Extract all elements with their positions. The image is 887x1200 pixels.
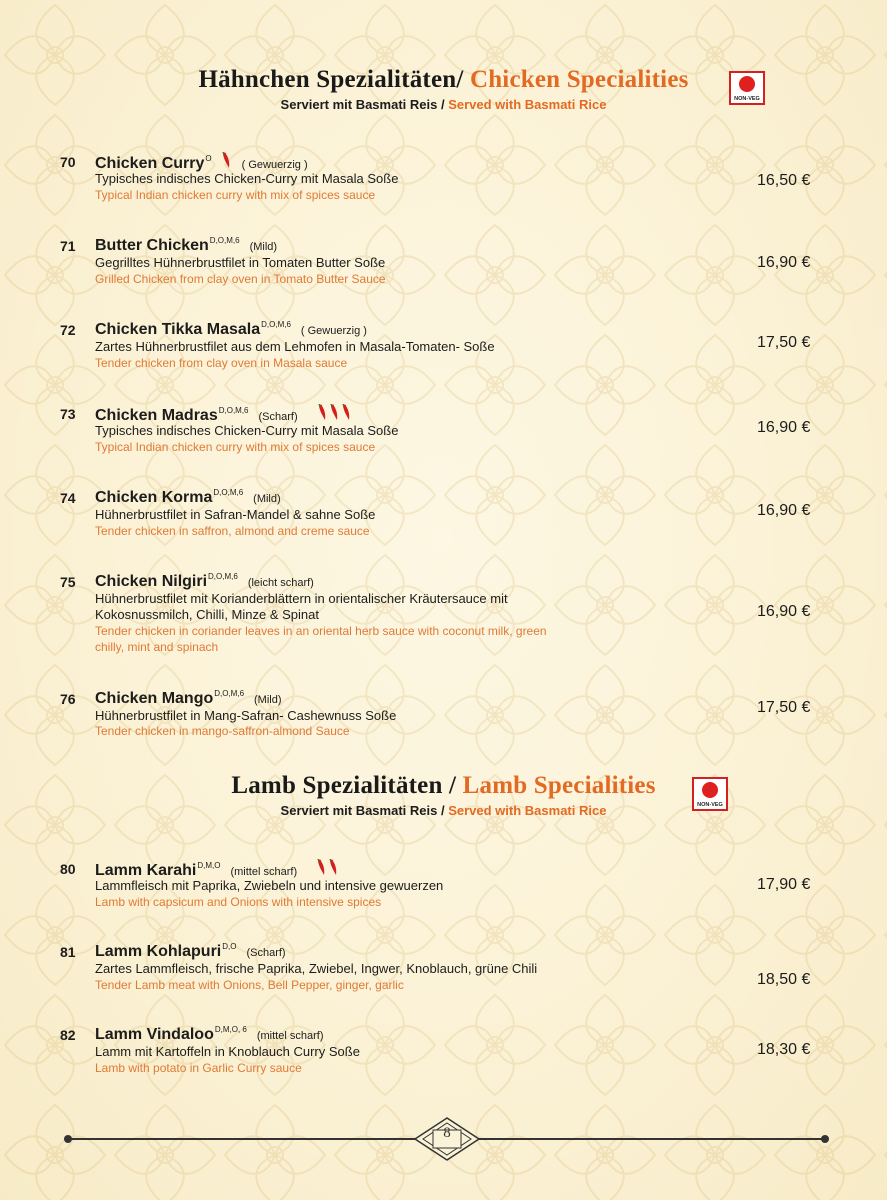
- item-name-row: [95, 859, 339, 880]
- spice-level: (Mild): [249, 241, 278, 253]
- item-description-en: Typical Indian chicken curry with mix of spices sauce: [95, 440, 376, 454]
- item-name-row: [95, 404, 352, 425]
- item-description-de: Gegrilltes Hühnerbrustfilet in Tomaten Butter Soße: [95, 255, 386, 270]
- item-name-row: [95, 320, 367, 339]
- item-name-row: [95, 1025, 323, 1044]
- item-number: 74: [60, 490, 76, 506]
- item-name-row: [95, 689, 282, 708]
- item-description-de: Typisches indisches Chicken-Curry mit Masala Soße: [95, 423, 399, 438]
- chili-icon: [340, 407, 352, 424]
- chili-icon: [220, 155, 232, 172]
- chili-icon: [315, 862, 327, 879]
- item-description-de: Hühnerbrustfilet in Safran-Mandel & sahne Soße: [95, 507, 376, 522]
- item-description-en: Lamb with capsicum and Onions with intensive spices: [95, 895, 382, 909]
- item-description-en: Lamb with potato in Garlic Curry sauce: [95, 1061, 302, 1075]
- item-description-de: Hühnerbrustfilet mit Korianderblättern in orientalischer Kräutersauce mit Kokosnussmilch, Chilli, Minze & Spinat: [95, 591, 508, 622]
- item-description-en: Tender chicken in saffron, almond and creme sauce: [95, 524, 370, 538]
- chili-icons: [220, 155, 232, 172]
- non-veg-badge: NON-VEG: [692, 777, 728, 811]
- section-subtitle: Serviert mit Basmati Reis / Served with Basmati Rice: [280, 803, 607, 818]
- allergen-codes: D,O,M,6: [213, 488, 244, 497]
- spice-level: ( Gewuerzig ): [300, 325, 367, 337]
- item-price: 18,30 €: [757, 1041, 811, 1058]
- item-name: Lamm Kohlapuri: [95, 943, 222, 960]
- footer-dot-left: [64, 1135, 72, 1143]
- non-veg-dot-icon: [739, 76, 755, 92]
- item-price: 17,50 €: [757, 334, 811, 351]
- item-description-en: Typical Indian chicken curry with mix of spices sauce: [95, 188, 376, 202]
- section-title: Lamb Spezialitäten / Lamb Specialities: [231, 772, 656, 799]
- item-name-row: [95, 942, 286, 961]
- chili-icon: [327, 862, 339, 879]
- item-price: 18,50 €: [757, 971, 811, 988]
- item-price: 17,50 €: [757, 699, 811, 716]
- section-subtitle: Serviert mit Basmati Reis / Served with Basmati Rice: [280, 97, 607, 112]
- non-veg-dot-icon: [702, 782, 718, 798]
- item-number: 81: [60, 944, 76, 960]
- item-price: 16,90 €: [757, 254, 811, 271]
- item-number: 75: [60, 574, 76, 590]
- item-description-en: Tender chicken in mango-saffron-almond Sauce: [95, 724, 350, 738]
- section-title: Hähnchen Spezialitäten/ Chicken Specialities: [198, 66, 689, 93]
- item-description-en: Tender Lamb meat with Onions, Bell Pepper, ginger, garlic: [95, 978, 404, 992]
- item-description-de: Lamm mit Kartoffeln in Knoblauch Curry Soße: [95, 1044, 360, 1059]
- item-name-row: [95, 236, 277, 255]
- item-name: Chicken Madras: [95, 407, 218, 424]
- item-name: Lamm Karahi: [95, 862, 197, 879]
- item-name-row: [95, 152, 308, 173]
- spice-level: (mittel scharf): [230, 866, 298, 878]
- item-number: 80: [60, 861, 76, 877]
- item-number: 70: [60, 154, 76, 170]
- item-name: Chicken Curry: [95, 155, 205, 172]
- item-name-row: [95, 572, 314, 591]
- spice-level: ( Gewuerzig ): [241, 159, 308, 171]
- allergen-codes: D,O,M,6: [208, 572, 238, 581]
- footer-dot-right: [821, 1135, 829, 1143]
- item-description-de: Hühnerbrustfilet in Mang-Safran- Cashewnuss Soße: [95, 708, 397, 723]
- item-name: Lamm Vindaloo: [95, 1026, 214, 1043]
- item-description-en: Grilled Chicken from clay oven in Tomato Butter Sauce: [95, 272, 386, 286]
- item-price: 16,50 €: [757, 172, 811, 189]
- non-veg-badge: NON-VEG: [729, 71, 765, 105]
- allergen-codes: O: [205, 154, 212, 163]
- item-description-en: Tender chicken in coriander leaves in an oriental herb sauce with coconut milk, green chilly, mint and spinach: [95, 624, 547, 654]
- item-price: 16,90 €: [757, 502, 811, 519]
- item-number: 73: [60, 406, 76, 422]
- chili-icon: [316, 407, 328, 424]
- spice-level: (mittel scharf): [256, 1030, 324, 1042]
- item-number: 82: [60, 1027, 76, 1043]
- item-name: Chicken Mango: [95, 690, 214, 707]
- item-name-row: [95, 488, 281, 507]
- allergen-codes: D,O,M,6: [214, 689, 245, 698]
- spice-level: (leicht scharf): [247, 577, 314, 589]
- allergen-codes: D,O,M,6: [209, 236, 240, 245]
- item-price: 17,90 €: [757, 876, 811, 893]
- allergen-codes: D,O,M,6: [261, 320, 291, 329]
- allergen-codes: D,M,O, 6: [214, 1025, 247, 1034]
- item-name: Chicken Nilgiri: [95, 573, 208, 590]
- page-number: 8: [443, 1125, 451, 1141]
- item-description-de: Typisches indisches Chicken-Curry mit Masala Soße: [95, 171, 399, 186]
- chili-icons: [315, 862, 339, 879]
- item-name: Chicken Korma: [95, 489, 213, 506]
- item-description-de: Lammfleisch mit Paprika, Zwiebeln und intensive gewuerzen: [95, 878, 444, 893]
- allergen-codes: D,M,O: [197, 861, 221, 870]
- item-number: 72: [60, 322, 76, 338]
- item-number: 76: [60, 691, 76, 707]
- allergen-codes: D,O,M,6: [218, 406, 249, 415]
- item-number: 71: [60, 238, 76, 254]
- item-description-en: Tender chicken from clay oven in Masala sauce: [95, 356, 348, 370]
- chili-icons: [316, 407, 352, 424]
- allergen-codes: D,O: [222, 942, 237, 951]
- spice-level: (Mild): [253, 493, 281, 505]
- item-description-de: Zartes Lammfleisch, frische Paprika, Zwiebel, Ingwer, Knoblauch, grüne Chili: [95, 961, 538, 976]
- lamb-section-header: [0, 772, 887, 818]
- item-name: Butter Chicken: [95, 237, 209, 254]
- item-price: 16,90 €: [757, 419, 811, 436]
- spice-level: (Scharf): [246, 947, 286, 959]
- item-name: Chicken Tikka Masala: [95, 321, 261, 338]
- item-description-de: Zartes Hühnerbrustfilet aus dem Lehmofen in Masala-Tomaten- Soße: [95, 339, 495, 354]
- spice-level: (Scharf): [258, 411, 298, 423]
- item-price: 16,90 €: [757, 603, 811, 620]
- chili-icon: [328, 407, 340, 424]
- spice-level: (Mild): [254, 694, 282, 706]
